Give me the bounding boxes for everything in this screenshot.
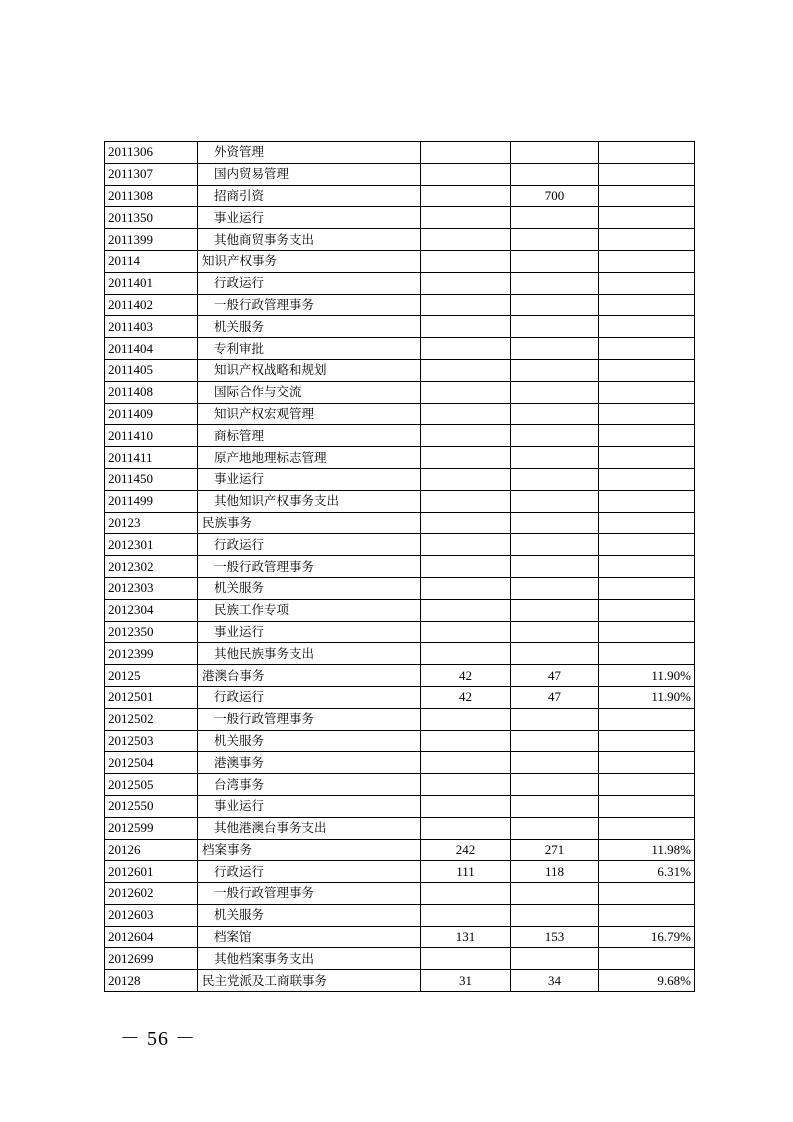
current-year-value-cell <box>511 229 599 251</box>
table-row <box>105 534 695 556</box>
growth-rate-cell <box>599 272 695 294</box>
table-row <box>105 839 695 861</box>
table-row <box>105 883 695 905</box>
subject-name-cell: 其他民族事务支出 <box>198 643 421 665</box>
growth-rate-cell <box>599 599 695 621</box>
table-row <box>105 381 695 403</box>
subject-name-cell: 港澳事务 <box>198 752 421 774</box>
subject-name-cell: 民主党派及工商联事务 <box>198 970 421 992</box>
growth-rate-cell <box>599 468 695 490</box>
table-row <box>105 338 695 360</box>
growth-rate-cell <box>599 490 695 512</box>
table-row <box>105 316 695 338</box>
prior-year-value-cell <box>421 142 511 164</box>
growth-rate-cell <box>599 316 695 338</box>
subject-name-cell: 行政运行 <box>198 272 421 294</box>
prior-year-value-cell <box>421 795 511 817</box>
subject-name-cell: 民族工作专项 <box>198 599 421 621</box>
subject-code-cell: 2011402 <box>105 294 198 316</box>
prior-year-value-cell <box>421 403 511 425</box>
current-year-value-cell <box>511 447 599 469</box>
subject-code-cell: 2011411 <box>105 447 198 469</box>
subject-code-cell: 2011409 <box>105 403 198 425</box>
current-year-value-cell <box>511 359 599 381</box>
subject-name-cell: 国际合作与交流 <box>198 381 421 403</box>
growth-rate-cell <box>599 163 695 185</box>
current-year-value-cell: 47 <box>511 665 599 687</box>
current-year-value-cell <box>511 272 599 294</box>
table-row <box>105 359 695 381</box>
current-year-value-cell <box>511 534 599 556</box>
subject-code-cell: 2011307 <box>105 163 198 185</box>
growth-rate-cell <box>599 730 695 752</box>
table-row <box>105 447 695 469</box>
subject-code-cell: 20114 <box>105 250 198 272</box>
subject-name-cell: 档案事务 <box>198 839 421 861</box>
subject-code-cell: 2011404 <box>105 338 198 360</box>
prior-year-value-cell <box>421 381 511 403</box>
page-number: － 56 － <box>120 1028 196 1050</box>
table-row <box>105 403 695 425</box>
table-row <box>105 621 695 643</box>
table-row <box>105 229 695 251</box>
current-year-value-cell <box>511 250 599 272</box>
growth-rate-cell <box>599 294 695 316</box>
subject-code-cell: 2012599 <box>105 817 198 839</box>
table-row <box>105 142 695 164</box>
table-row <box>105 752 695 774</box>
subject-name-cell: 行政运行 <box>198 686 421 708</box>
subject-name-cell: 其他商贸事务支出 <box>198 229 421 251</box>
current-year-value-cell <box>511 294 599 316</box>
growth-rate-cell <box>599 904 695 926</box>
table-row <box>105 294 695 316</box>
prior-year-value-cell <box>421 447 511 469</box>
table-row <box>105 272 695 294</box>
growth-rate-cell <box>599 250 695 272</box>
prior-year-value-cell <box>421 294 511 316</box>
table-row <box>105 861 695 883</box>
subject-name-cell: 招商引资 <box>198 185 421 207</box>
subject-code-cell: 20128 <box>105 970 198 992</box>
prior-year-value-cell: 242 <box>421 839 511 861</box>
subject-name-cell: 其他档案事务支出 <box>198 948 421 970</box>
subject-name-cell: 原产地地理标志管理 <box>198 447 421 469</box>
table-row <box>105 774 695 796</box>
subject-name-cell: 事业运行 <box>198 468 421 490</box>
growth-rate-cell <box>599 817 695 839</box>
table-row <box>105 708 695 730</box>
growth-rate-cell <box>599 708 695 730</box>
subject-name-cell: 知识产权战略和规划 <box>198 359 421 381</box>
subject-name-cell: 行政运行 <box>198 534 421 556</box>
current-year-value-cell <box>511 425 599 447</box>
current-year-value-cell <box>511 752 599 774</box>
prior-year-value-cell <box>421 534 511 556</box>
prior-year-value-cell: 131 <box>421 926 511 948</box>
subject-code-cell: 2012302 <box>105 556 198 578</box>
subject-code-cell: 2012301 <box>105 534 198 556</box>
prior-year-value-cell: 42 <box>421 686 511 708</box>
current-year-value-cell <box>511 795 599 817</box>
table-row <box>105 817 695 839</box>
prior-year-value-cell: 111 <box>421 861 511 883</box>
growth-rate-cell <box>599 577 695 599</box>
growth-rate-cell <box>599 338 695 360</box>
prior-year-value-cell <box>421 229 511 251</box>
table-row <box>105 468 695 490</box>
growth-rate-cell <box>599 556 695 578</box>
subject-code-cell: 2012602 <box>105 883 198 905</box>
growth-rate-cell: 11.98% <box>599 839 695 861</box>
growth-rate-cell <box>599 425 695 447</box>
table-row <box>105 250 695 272</box>
table-row <box>105 490 695 512</box>
prior-year-value-cell: 31 <box>421 970 511 992</box>
prior-year-value-cell <box>421 883 511 905</box>
prior-year-value-cell <box>421 904 511 926</box>
table-row <box>105 730 695 752</box>
subject-name-cell: 事业运行 <box>198 621 421 643</box>
subject-code-cell: 2011405 <box>105 359 198 381</box>
prior-year-value-cell <box>421 490 511 512</box>
table-row <box>105 665 695 687</box>
prior-year-value-cell <box>421 708 511 730</box>
subject-code-cell: 2012503 <box>105 730 198 752</box>
table-row <box>105 948 695 970</box>
current-year-value-cell <box>511 643 599 665</box>
table-row <box>105 185 695 207</box>
subject-name-cell: 一般行政管理事务 <box>198 883 421 905</box>
prior-year-value-cell <box>421 185 511 207</box>
prior-year-value-cell <box>421 599 511 621</box>
subject-code-cell: 2011408 <box>105 381 198 403</box>
current-year-value-cell <box>511 577 599 599</box>
subject-code-cell: 2012399 <box>105 643 198 665</box>
growth-rate-cell: 6.31% <box>599 861 695 883</box>
current-year-value-cell <box>511 556 599 578</box>
prior-year-value-cell <box>421 512 511 534</box>
subject-name-cell: 一般行政管理事务 <box>198 556 421 578</box>
table-row <box>105 512 695 534</box>
table-row <box>105 904 695 926</box>
growth-rate-cell: 11.90% <box>599 686 695 708</box>
subject-code-cell: 2011450 <box>105 468 198 490</box>
growth-rate-cell <box>599 621 695 643</box>
subject-name-cell: 知识产权宏观管理 <box>198 403 421 425</box>
subject-code-cell: 2011403 <box>105 316 198 338</box>
subject-code-cell: 2012504 <box>105 752 198 774</box>
prior-year-value-cell <box>421 817 511 839</box>
subject-code-cell: 2011350 <box>105 207 198 229</box>
subject-code-cell: 2012303 <box>105 577 198 599</box>
table-row <box>105 425 695 447</box>
prior-year-value-cell <box>421 250 511 272</box>
current-year-value-cell <box>511 468 599 490</box>
growth-rate-cell <box>599 795 695 817</box>
prior-year-value-cell <box>421 272 511 294</box>
growth-rate-cell <box>599 948 695 970</box>
table-row <box>105 577 695 599</box>
subject-name-cell: 专利审批 <box>198 338 421 360</box>
current-year-value-cell <box>511 817 599 839</box>
subject-name-cell: 事业运行 <box>198 795 421 817</box>
prior-year-value-cell <box>421 207 511 229</box>
prior-year-value-cell <box>421 556 511 578</box>
subject-code-cell: 2011399 <box>105 229 198 251</box>
subject-code-cell: 2012601 <box>105 861 198 883</box>
subject-name-cell: 行政运行 <box>198 861 421 883</box>
subject-name-cell: 台湾事务 <box>198 774 421 796</box>
current-year-value-cell <box>511 142 599 164</box>
subject-code-cell: 2011499 <box>105 490 198 512</box>
current-year-value-cell <box>511 621 599 643</box>
subject-code-cell: 2012502 <box>105 708 198 730</box>
prior-year-value-cell: 42 <box>421 665 511 687</box>
subject-code-cell: 2012604 <box>105 926 198 948</box>
current-year-value-cell: 47 <box>511 686 599 708</box>
subject-name-cell: 一般行政管理事务 <box>198 708 421 730</box>
growth-rate-cell <box>599 142 695 164</box>
growth-rate-cell <box>599 512 695 534</box>
growth-rate-cell <box>599 381 695 403</box>
budget-table-body <box>105 142 695 992</box>
subject-name-cell: 知识产权事务 <box>198 250 421 272</box>
growth-rate-cell <box>599 752 695 774</box>
prior-year-value-cell <box>421 359 511 381</box>
subject-code-cell: 2012304 <box>105 599 198 621</box>
subject-code-cell: 2012603 <box>105 904 198 926</box>
subject-name-cell: 民族事务 <box>198 512 421 534</box>
prior-year-value-cell <box>421 577 511 599</box>
subject-code-cell: 2012550 <box>105 795 198 817</box>
current-year-value-cell: 118 <box>511 861 599 883</box>
growth-rate-cell <box>599 359 695 381</box>
growth-rate-cell <box>599 447 695 469</box>
growth-rate-cell <box>599 403 695 425</box>
subject-code-cell: 2011308 <box>105 185 198 207</box>
subject-code-cell: 2012699 <box>105 948 198 970</box>
table-row <box>105 163 695 185</box>
current-year-value-cell <box>511 207 599 229</box>
budget-table <box>104 141 695 992</box>
current-year-value-cell <box>511 490 599 512</box>
table-row <box>105 686 695 708</box>
subject-code-cell: 2011410 <box>105 425 198 447</box>
prior-year-value-cell <box>421 730 511 752</box>
current-year-value-cell <box>511 316 599 338</box>
subject-name-cell: 国内贸易管理 <box>198 163 421 185</box>
current-year-value-cell <box>511 904 599 926</box>
subject-name-cell: 一般行政管理事务 <box>198 294 421 316</box>
growth-rate-cell <box>599 534 695 556</box>
current-year-value-cell: 153 <box>511 926 599 948</box>
prior-year-value-cell <box>421 752 511 774</box>
subject-name-cell: 其他知识产权事务支出 <box>198 490 421 512</box>
current-year-value-cell <box>511 730 599 752</box>
subject-code-cell: 2011401 <box>105 272 198 294</box>
subject-code-cell: 2012505 <box>105 774 198 796</box>
subject-code-cell: 20125 <box>105 665 198 687</box>
subject-code-cell: 20123 <box>105 512 198 534</box>
prior-year-value-cell <box>421 643 511 665</box>
subject-code-cell: 2011306 <box>105 142 198 164</box>
current-year-value-cell <box>511 883 599 905</box>
table-row <box>105 207 695 229</box>
growth-rate-cell: 11.90% <box>599 665 695 687</box>
prior-year-value-cell <box>421 468 511 490</box>
growth-rate-cell <box>599 207 695 229</box>
subject-name-cell: 其他港澳台事务支出 <box>198 817 421 839</box>
growth-rate-cell: 16.79% <box>599 926 695 948</box>
subject-name-cell: 商标管理 <box>198 425 421 447</box>
current-year-value-cell <box>511 708 599 730</box>
subject-name-cell: 港澳台事务 <box>198 665 421 687</box>
subject-name-cell: 外资管理 <box>198 142 421 164</box>
subject-name-cell: 机关服务 <box>198 904 421 926</box>
growth-rate-cell <box>599 229 695 251</box>
subject-name-cell: 事业运行 <box>198 207 421 229</box>
prior-year-value-cell <box>421 163 511 185</box>
current-year-value-cell: 271 <box>511 839 599 861</box>
current-year-value-cell <box>511 338 599 360</box>
subject-name-cell: 档案馆 <box>198 926 421 948</box>
prior-year-value-cell <box>421 316 511 338</box>
current-year-value-cell <box>511 163 599 185</box>
current-year-value-cell <box>511 948 599 970</box>
growth-rate-cell <box>599 774 695 796</box>
subject-name-cell: 机关服务 <box>198 730 421 752</box>
subject-name-cell: 机关服务 <box>198 577 421 599</box>
current-year-value-cell <box>511 403 599 425</box>
current-year-value-cell <box>511 774 599 796</box>
subject-name-cell: 机关服务 <box>198 316 421 338</box>
table-row <box>105 643 695 665</box>
table-row <box>105 970 695 992</box>
current-year-value-cell: 700 <box>511 185 599 207</box>
table-row <box>105 926 695 948</box>
table-row <box>105 556 695 578</box>
current-year-value-cell <box>511 599 599 621</box>
prior-year-value-cell <box>421 948 511 970</box>
subject-code-cell: 2012350 <box>105 621 198 643</box>
current-year-value-cell <box>511 381 599 403</box>
table-row <box>105 599 695 621</box>
growth-rate-cell: 9.68% <box>599 970 695 992</box>
subject-code-cell: 20126 <box>105 839 198 861</box>
current-year-value-cell: 34 <box>511 970 599 992</box>
prior-year-value-cell <box>421 621 511 643</box>
subject-code-cell: 2012501 <box>105 686 198 708</box>
prior-year-value-cell <box>421 425 511 447</box>
growth-rate-cell <box>599 883 695 905</box>
current-year-value-cell <box>511 512 599 534</box>
table-row <box>105 795 695 817</box>
prior-year-value-cell <box>421 774 511 796</box>
prior-year-value-cell <box>421 338 511 360</box>
growth-rate-cell <box>599 185 695 207</box>
growth-rate-cell <box>599 643 695 665</box>
